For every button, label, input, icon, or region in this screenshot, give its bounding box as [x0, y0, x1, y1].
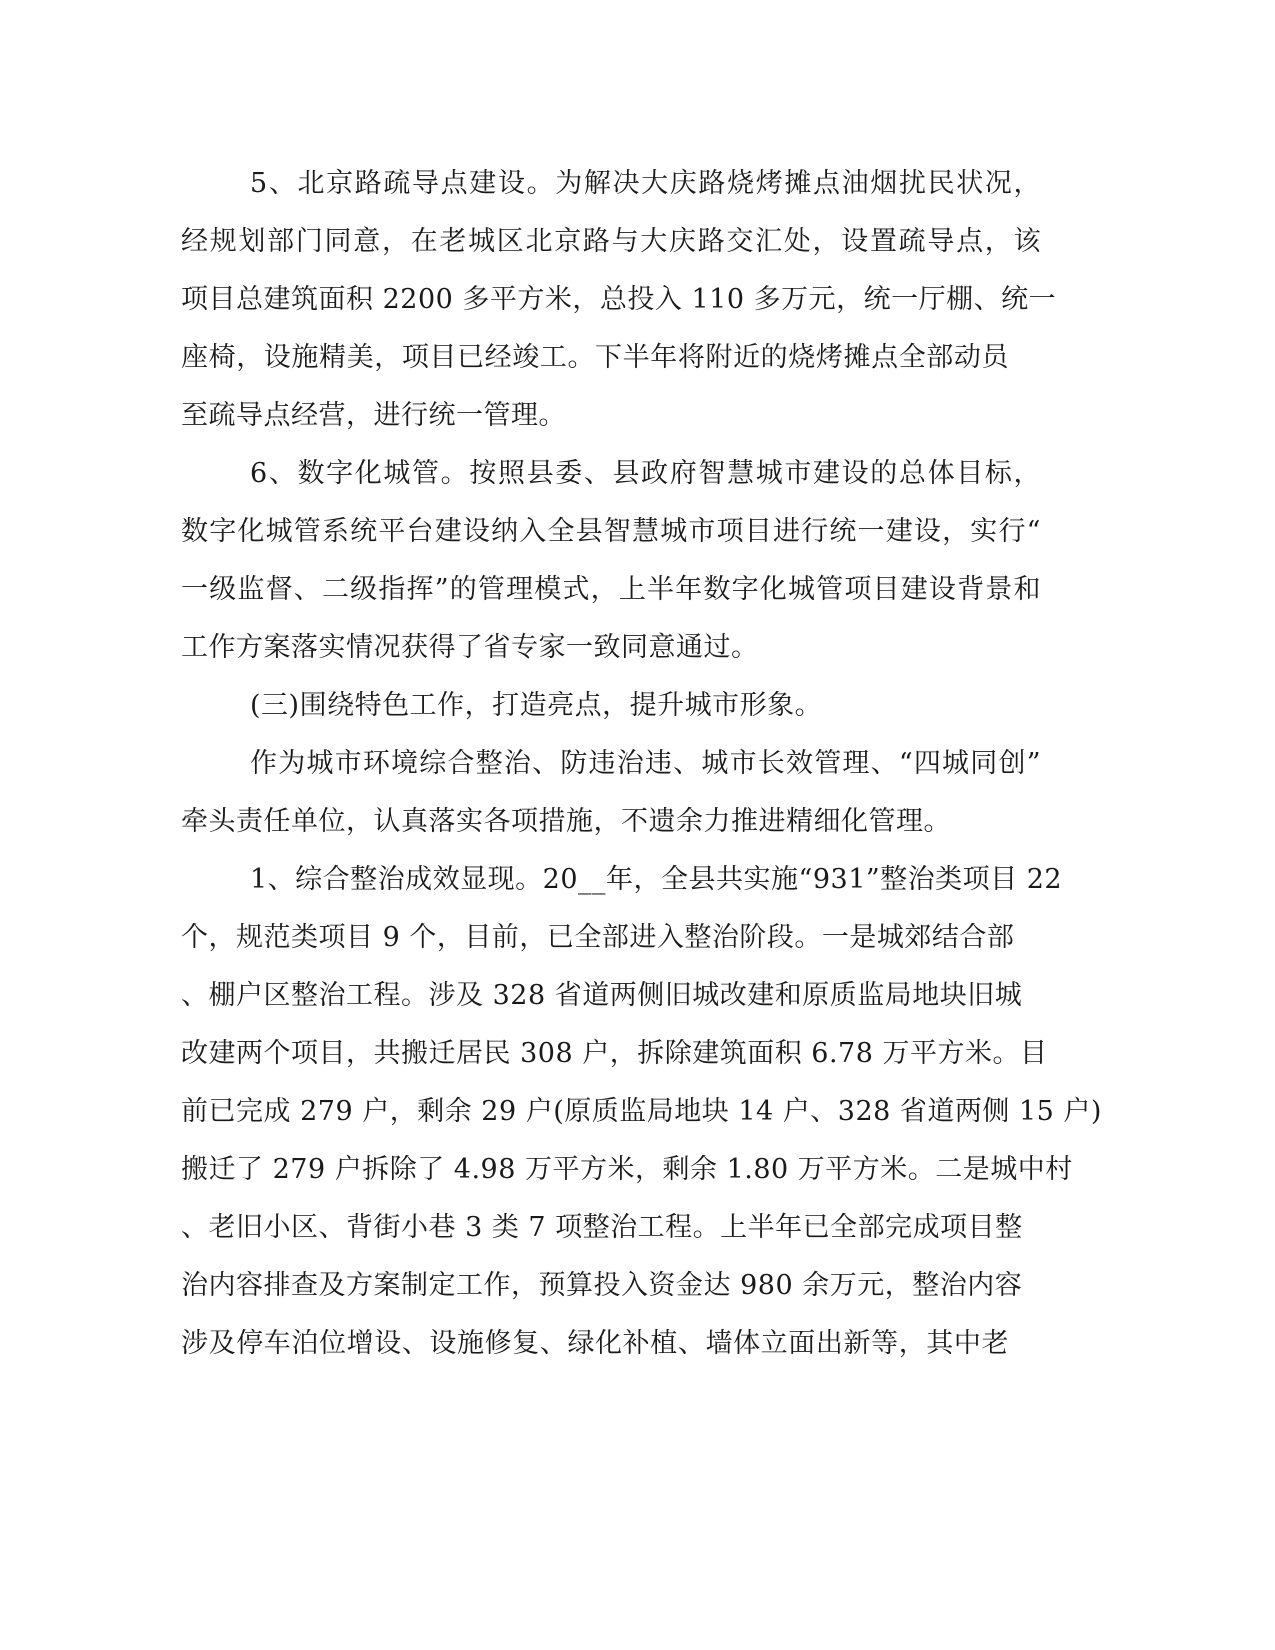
body-text — [181, 160, 1102, 1378]
paragraph-line: 5、北京路疏导点建设。为解决大庆路烧烤摊点油烟扰民状况， — [250, 168, 1041, 199]
section-heading: (三)围绕特色工作，打造亮点，提升城市形象。 — [250, 690, 823, 721]
paragraph-line: 涉及停车泊位增设、设施修复、绿化补植、墙体立面出新等，其中老 — [181, 1328, 1009, 1359]
paragraph-line: 1、综合整治成效显现。20__年，全县共实施“931”整治类项目 22 — [250, 864, 1063, 895]
paragraph-line: 至疏导点经营，进行统一管理。 — [181, 400, 566, 431]
paragraph-line: 、棚户区整治工程。涉及 328 省道两侧旧城改建和原质监局地块旧城 — [181, 980, 1023, 1011]
paragraph-line: 经规划部门同意，在老城区北京路与大庆路交汇处，设置疏导点，该 — [181, 226, 1041, 257]
paragraph-line: 一级监督、二级指挥”的管理模式，上半年数字化城管项目建设背景和 — [181, 574, 1041, 605]
paragraph-line: 牵头责任单位，认真落实各项措施，不遗余力推进精细化管理。 — [181, 806, 951, 837]
paragraph-line: 工作方案落实情况获得了省专家一致同意通过。 — [181, 632, 759, 663]
paragraph-line: 搬迁了 279 户拆除了 4.98 万平方米，剩余 1.80 万平方米。二是城中村 — [181, 1154, 1073, 1185]
paragraph-line: 作为城市环境综合整治、防违治违、城市长效管理、“四城同创” — [250, 748, 1041, 779]
paragraph-line: 前已完成 279 户，剩余 29 户(原质监局地块 14 户、328 省道两侧 15 户) — [181, 1096, 1102, 1127]
paragraph-line: 、老旧小区、背街小巷 3 类 7 项整治工程。上半年已全部完成项目整 — [181, 1212, 1023, 1243]
paragraph-line: 6、数字化城管。按照县委、县政府智慧城市建设的总体目标， — [250, 458, 1041, 489]
paragraph-line: 项目总建筑面积 2200 多平方米，总投入 110 多万元，统一厅棚、统一 — [181, 284, 1057, 315]
paragraph-line: 改建两个项目，共搬迁居民 308 户，拆除建筑面积 6.78 万平方米。目 — [181, 1038, 1048, 1069]
paragraph-line: 个，规范类项目 9 个，目前，已全部进入整治阶段。一是城郊结合部 — [181, 922, 1015, 953]
paragraph-line: 座椅，设施精美，项目已经竣工。下半年将附近的烧烤摊点全部动员 — [181, 342, 1009, 373]
paragraph-line: 数字化城管系统平台建设纳入全县智慧城市项目进行统一建设，实行“ — [181, 516, 1041, 547]
paragraph-line: 治内容排查及方案制定工作，预算投入资金达 980 余万元，整治内容 — [181, 1270, 1023, 1301]
